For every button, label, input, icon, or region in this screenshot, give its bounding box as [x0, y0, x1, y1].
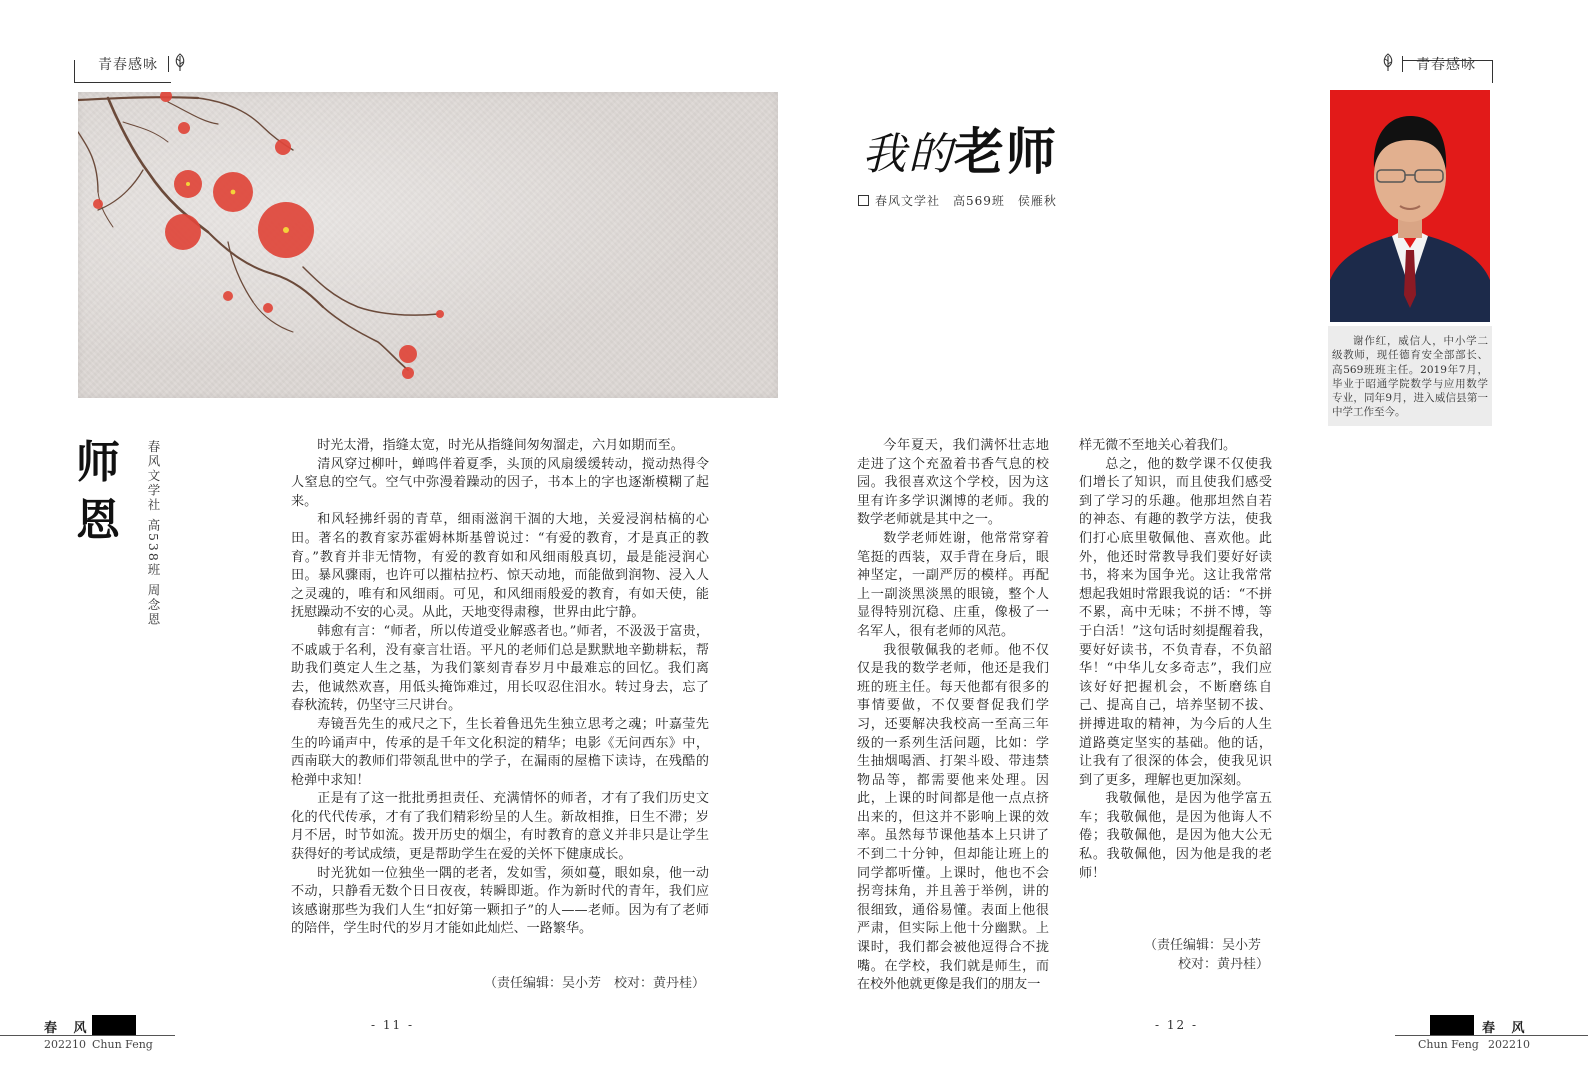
paragraph-continued: 样无微不至地关心着我们。: [1079, 438, 1237, 453]
left-article-body: [291, 437, 709, 939]
title-part: 我的: [862, 129, 954, 180]
teacher-portrait: [1330, 90, 1490, 322]
right-article-byline: [858, 192, 1057, 209]
byline-text: 春风文学社 高569班 侯雁秋: [875, 194, 1057, 208]
column-header-left: [72, 50, 192, 86]
plum-blossom-illustration: [78, 92, 778, 398]
paragraph: 清风穿过柳叶，蝉鸣伴着夏季，头顶的风扇缓缓转动，搅动热得令人窒息的空气。空气中弥漫着躁动的因子，书本上的字也逐渐模糊了起来。: [291, 456, 709, 509]
issue-right: 202210: [1488, 1038, 1530, 1051]
left-article-title: [76, 438, 136, 546]
plum-branch-drawing: [78, 92, 778, 398]
right-article-column-2: [1079, 437, 1272, 883]
magazine-en-left: Chun Feng: [92, 1038, 153, 1051]
header-bracket: [1402, 60, 1493, 83]
header-divider: [168, 56, 169, 72]
page-number-right: - 12 -: [1155, 1018, 1199, 1032]
portrait-figure: [1330, 90, 1490, 322]
paragraph: 韩愈有言：“师者，所以传道受业解惑者也。”师者，不汲汲于富贵，不戚戚于名利，没有豪言壮语。平凡的老师们总是默默地辛勤耕耘，帮助我们奠定人生之基，为我们篆刻青春岁月中最难忘的回忆。我们离去，他诚然欢喜，用低头掩饰难过，用长叹忍住泪水。转过身去，忘了春秋流转，仍坚守三尺讲台。: [291, 623, 709, 714]
paragraph: 我很敬佩我的老师。他不仅仅是我的数学老师，他还是我们班的班主任。每天他都有很多的事情要做，不仅要督促我们学习，还要解决我校高一至高三年级的一系列生活问题，比如：学生抽烟喝酒、打架斗殴、带违禁物品等，都需要他来处理。因此，上课的时间都是他一点点挤出来的，但这并不影响上课的效率。虽然每节课他基本上只讲了不到二十分钟，但却能让班上的同学都听懂。上课时，他也不会拐弯抹角，并且善于举例，讲的很细致，通俗易懂。表面上他很严肃，但实际上他十分幽默。上课时，我们都会被他逗得合不拢嘴。在学校，我们就是师生，而在校外他就更像是我们的朋友一: [857, 642, 1049, 993]
title-char: 恩: [76, 495, 126, 546]
paragraph: 和风轻拂纤弱的青草，细雨滋润干涸的大地，关爱浸润枯槁的心田。著名的教育家苏霍姆林斯基曾说过：“有爱的教育，才是真正的教育。”教育并非无情物，有爱的教育如和风细雨般真切，最是能浸润心田。暴风骤雨，也许可以摧枯拉朽、惊天动地，而能做到润物、浸入人之灵魂的，唯有和风细雨。可见，和风细雨般爱的教育，有如天使，能抚慰躁动不安的心灵。从此，天地变得肃穆，世界由此宁静。: [291, 512, 709, 621]
footer-block-right: [1430, 1015, 1474, 1035]
paragraph: 我敬佩他，是因为他学富五车；我敬佩他，是因为他诲人不倦；我敬佩他，是因为他大公无私。我敬佩他，因为他是我的老师！: [1079, 791, 1272, 881]
column-name: 青春感咏: [98, 57, 158, 73]
leaf-icon: [1380, 52, 1396, 72]
paragraph: 时光犹如一位独坐一隅的老者，发如雪，须如蔓，眼如泉，他一动不动，只静看无数个日日夜夜，转瞬即逝。作为新时代的青年，我们应该感谢那些为我们人生“扣好第一颗扣子”的人——老师。因为有了老师的陪伴，学生时代的岁月才能如此灿烂、一路繁华。: [291, 865, 709, 937]
magazine-en-right: Chun Feng: [1418, 1038, 1479, 1051]
left-article-byline: 春风文学社 高538班 周念恩: [146, 440, 161, 627]
title-char: 师: [76, 437, 126, 488]
paragraph: 时光太滑，指缝太宽，时光从指缝间匆匆溜走，六月如期而至。: [317, 438, 684, 453]
page-number-left: - 11 -: [371, 1018, 415, 1032]
right-article-column-1: [857, 437, 1049, 995]
column-header-right: [1380, 50, 1500, 86]
teacher-caption: 谢作红，威信人，中小学二级教师，现任德育安全部部长、高569班班主任。2019年7月，毕业于昭通学院数学与应用数学专业，同年9月，进入威信县第一中学工作至今。: [1332, 335, 1488, 419]
column-name: 青春感咏: [1416, 57, 1476, 73]
magazine-name-left: 春 风: [44, 1021, 93, 1036]
paragraph: 总之，他的数学课不仅使我们增长了知识，而且使我们感受到了学习的乐趣。他那坦然自若的神态、有趣的教学方法，使我们打心底里敬佩他、喜欢他。此外，他还时常教导我们要好好读书，将来为国争光。这让我常常想起我姐时常跟我说的话：“不拼不累，高中无味；不拼不博，等于白活！”这句话时刻提醒着我，要好好读书，不负青春，不负韶华！“中华儿女多奇志”，我们应该好好把握机会，不断磨练自己、提高自己，培养坚韧不拔、拼搏进取的精神，为今后的人生道路奠定坚实的基础。他的话，让我有了很深的体会，使我见识到了更多，理解也更加深刻。: [1079, 456, 1272, 788]
paragraph: 今年夏天，我们满怀壮志地走进了这个充盈着书香气息的校园。我很喜欢这个学校，因为这里有许多学识渊博的老师。我的数学老师就是其中之一。: [857, 438, 1049, 528]
magazine-name-right: 春 风: [1482, 1021, 1531, 1036]
issue-left: 202210: [44, 1038, 86, 1051]
paragraph: 数学老师姓谢，他常常穿着笔挺的西装，双手背在身后，眼神坚定，一副严厉的模样。再配上一副淡黑淡黑的眼镜，整个人显得特别沉稳、庄重，像极了一名军人，很有老师的风范。: [857, 530, 1049, 639]
title-part: 老师: [954, 123, 1058, 181]
paragraph: 正是有了这一批批勇担责任、充满情怀的师者，才有了我们历史文化的代代传承，才有了我们精彩纷呈的人生。新故相推，日生不滞；岁月不居，时节如流。拨开历史的烟尘，有时教育的意义并非只是让学生获得好的考试成绩，更是帮助学生在爱的关怀下健康成长。: [291, 791, 709, 863]
left-editor-credit: （责任编辑：吴小芳 校对：黄丹桂）: [484, 976, 706, 991]
square-bullet-icon: [858, 195, 869, 206]
right-editor-credit-line2: 校对：黄丹桂）: [1178, 957, 1270, 972]
leaf-icon: [172, 52, 188, 72]
paragraph: 寿镜吾先生的戒尺之下，生长着鲁迅先生独立思考之魂；叶嘉莹先生的吟诵声中，传承的是千年文化积淀的精华；电影《无问西东》中，西南联大的教师们带领乱世中的学子，在漏雨的屋檐下读诗，在残酷的枪弹中求知！: [291, 716, 709, 788]
right-article-title: [862, 112, 1058, 184]
footer-block-left: [92, 1015, 136, 1035]
right-editor-credit-line1: （责任编辑：吴小芳: [1144, 938, 1262, 953]
